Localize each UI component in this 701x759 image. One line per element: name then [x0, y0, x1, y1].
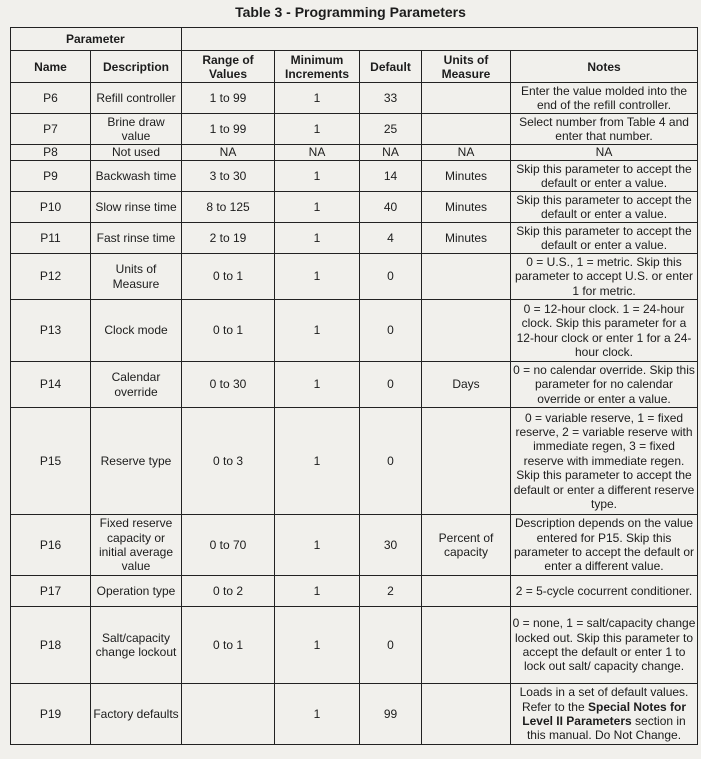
cell-units [422, 684, 511, 745]
cell-default: 0 [360, 254, 422, 300]
notes-text: section in this manual. Do Not Change. [526, 714, 686, 743]
col-header-name: Name [11, 51, 91, 83]
cell-range: 0 to 2 [182, 576, 275, 607]
col-header-description: Description [91, 51, 182, 83]
cell-default: 2 [360, 576, 422, 607]
cell-units [422, 408, 511, 515]
cell-default: 0 [360, 362, 422, 408]
cell-units: Days [422, 362, 511, 408]
cell-name: P9 [11, 161, 91, 192]
cell-description: Brine draw value [91, 114, 182, 145]
cell-name: P7 [11, 114, 91, 145]
cell-default: 25 [360, 114, 422, 145]
cell-name: P18 [11, 607, 91, 684]
cell-range [182, 684, 275, 745]
cell-increment: NA [275, 145, 360, 161]
cell-increment: 1 [275, 607, 360, 684]
cell-default: 0 [360, 607, 422, 684]
table-row [11, 192, 698, 223]
cell-notes: Description depends on the value entered for P15. Skip this parameter to accept the default or enter a different value. [511, 515, 698, 576]
col-header-units: Units of Measure [422, 51, 511, 83]
notes-text: Loads in a set of default values. Refer to the [519, 685, 689, 714]
cell-units: Minutes [422, 223, 511, 254]
cell-increment: 1 [275, 161, 360, 192]
cell-notes: 0 = U.S., 1 = metric. Skip this parameter to accept U.S. or enter 1 for metric. [511, 254, 698, 300]
table-row [11, 607, 698, 684]
cell-description: Calendar override [91, 362, 182, 408]
cell-name: P13 [11, 300, 91, 362]
cell-default: NA [360, 145, 422, 161]
cell-range: 1 to 99 [182, 83, 275, 114]
table-row [11, 408, 698, 515]
cell-notes: Enter the value molded into the end of the refill controller. [511, 83, 698, 114]
cell-units: NA [422, 145, 511, 161]
cell-description: Operation type [91, 576, 182, 607]
cell-description: Clock mode [91, 300, 182, 362]
cell-default: 4 [360, 223, 422, 254]
cell-increment: 1 [275, 576, 360, 607]
cell-notes: Skip this parameter to accept the default or enter a value. [511, 223, 698, 254]
cell-units: Minutes [422, 161, 511, 192]
table-row [11, 684, 698, 745]
table-row [11, 576, 698, 607]
table-row [11, 83, 698, 114]
cell-notes: 0 = variable reserve, 1 = fixed reserve, 2 = variable reserve with immediate regen, 3 = fixed reserve with immediate regen. Skip this parameter to accept the default or enter a different reserve type. [511, 408, 698, 515]
cell-units [422, 83, 511, 114]
column-header-row [11, 51, 698, 83]
cell-notes [511, 684, 698, 745]
cell-name: P14 [11, 362, 91, 408]
cell-name: P11 [11, 223, 91, 254]
cell-name: P17 [11, 576, 91, 607]
cell-units [422, 254, 511, 300]
cell-range: 0 to 1 [182, 300, 275, 362]
col-header-notes: Notes [511, 51, 698, 83]
cell-default: 0 [360, 408, 422, 515]
table-row [11, 145, 698, 161]
cell-name: P6 [11, 83, 91, 114]
cell-notes: 0 = no calendar override. Skip this parameter for no calendar override or enter a value. [511, 362, 698, 408]
cell-description: Salt/capacity change lockout [91, 607, 182, 684]
cell-units [422, 300, 511, 362]
cell-default: 0 [360, 300, 422, 362]
cell-name: P8 [11, 145, 91, 161]
cell-increment: 1 [275, 515, 360, 576]
table-row [11, 161, 698, 192]
cell-notes: 0 = none, 1 = salt/capacity change locked out. Skip this parameter to accept the default or enter 1 to lock out salt/ capacity change. [511, 607, 698, 684]
cell-default: 40 [360, 192, 422, 223]
col-header-increments: Minimum Increments [275, 51, 360, 83]
cell-increment: 1 [275, 684, 360, 745]
table-title: Table 3 - Programming Parameters [235, 4, 466, 20]
programming-parameters-table [10, 27, 698, 745]
col-header-default: Default [360, 51, 422, 83]
table-row [11, 114, 698, 145]
cell-name: P19 [11, 684, 91, 745]
col-header-range: Range of Values [182, 51, 275, 83]
cell-increment: 1 [275, 254, 360, 300]
cell-range: 0 to 30 [182, 362, 275, 408]
cell-range: NA [182, 145, 275, 161]
cell-increment: 1 [275, 114, 360, 145]
cell-description: Slow rinse time [91, 192, 182, 223]
cell-description: Reserve type [91, 408, 182, 515]
notes-bold-reference: Special Notes for Level II Parameters [522, 699, 687, 728]
table-row [11, 515, 698, 576]
cell-notes: Skip this parameter to accept the default or enter a value. [511, 192, 698, 223]
cell-range: 1 to 99 [182, 114, 275, 145]
cell-range: 3 to 30 [182, 161, 275, 192]
cell-notes: 2 = 5-cycle cocurrent conditioner. [511, 576, 698, 607]
cell-units [422, 607, 511, 684]
cell-range: 0 to 1 [182, 254, 275, 300]
cell-notes: Select number from Table 4 and enter that number. [511, 114, 698, 145]
cell-units: Percent of capacity [422, 515, 511, 576]
cell-range: 0 to 70 [182, 515, 275, 576]
cell-units [422, 576, 511, 607]
cell-default: 33 [360, 83, 422, 114]
parameter-group-header: Parameter [11, 28, 182, 51]
cell-increment: 1 [275, 300, 360, 362]
cell-range: 0 to 3 [182, 408, 275, 515]
cell-name: P16 [11, 515, 91, 576]
cell-description: Refill controller [91, 83, 182, 114]
cell-default: 99 [360, 684, 422, 745]
cell-default: 14 [360, 161, 422, 192]
cell-units: Minutes [422, 192, 511, 223]
cell-description: Fixed reserve capacity or initial average value [91, 515, 182, 576]
cell-name: P10 [11, 192, 91, 223]
cell-name: P12 [11, 254, 91, 300]
cell-notes: 0 = 12-hour clock. 1 = 24-hour clock. Skip this parameter for a 12-hour clock or enter 1 for a 24-hour clock. [511, 300, 698, 362]
cell-range: 2 to 19 [182, 223, 275, 254]
cell-description: Fast rinse time [91, 223, 182, 254]
cell-range: 0 to 1 [182, 607, 275, 684]
cell-notes: Skip this parameter to accept the default or enter a value. [511, 161, 698, 192]
cell-description: Units of Measure [91, 254, 182, 300]
cell-increment: 1 [275, 192, 360, 223]
cell-increment: 1 [275, 408, 360, 515]
cell-increment: 1 [275, 83, 360, 114]
header-spacer [182, 28, 698, 51]
cell-units [422, 114, 511, 145]
table-row [11, 254, 698, 300]
cell-default: 30 [360, 515, 422, 576]
cell-increment: 1 [275, 362, 360, 408]
cell-name: P15 [11, 408, 91, 515]
cell-description: Not used [91, 145, 182, 161]
cell-range: 8 to 125 [182, 192, 275, 223]
cell-increment: 1 [275, 223, 360, 254]
cell-description: Factory defaults [91, 684, 182, 745]
table-row [11, 300, 698, 362]
cell-description: Backwash time [91, 161, 182, 192]
table-row [11, 362, 698, 408]
table-row [11, 223, 698, 254]
cell-notes: NA [511, 145, 698, 161]
